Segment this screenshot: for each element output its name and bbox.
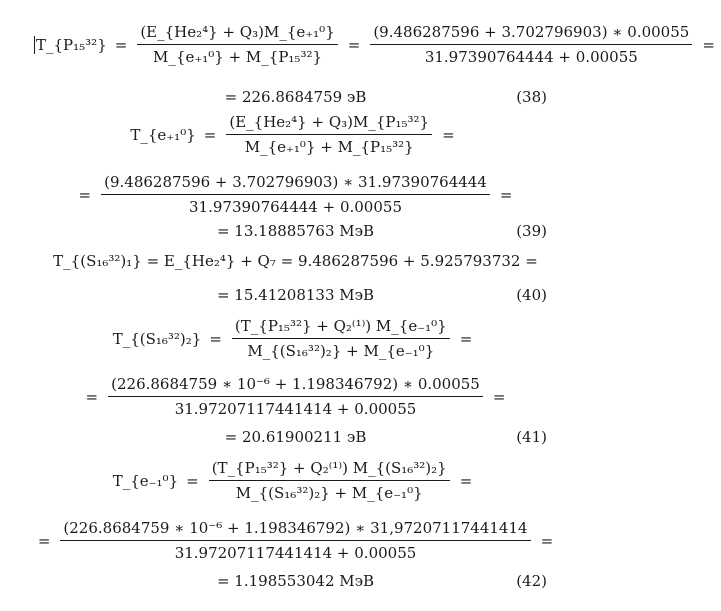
fraction-numerator: (T_{P₁₅³²} + Q₂⁽¹⁾) M_{e₋₁⁰} [232,316,450,339]
equation-41-line-2: = $\frac{\text{(226.8684759 ∗ 10⁻⁶ + 1.198346792) ∗ 0.00055}}{31.97207117441414 + 0.00055}$ = [85,375,506,418]
equation-lhs: T_{(S₁₆³²)₂} [112,329,202,348]
fraction-denominator: M_{e₊₁⁰} + M_{P₁₅³²} [153,48,323,66]
equation-40-line-1 [0,252,591,270]
equation-41-line-1: T_{(S₁₆³²)₂} = $\frac{\text{(T\_\{P₁₅³²\} + Q₂⁽¹⁾) M\_\{e₋₁⁰\}}}{\text{M\_\{(S₁₆³²)₂\} + M\_\{e₋₁⁰\}}}$ = [112,317,473,360]
fraction-numeric [60,518,530,563]
fraction-denominator: 31.97390764444 + 0.00055 [189,198,402,216]
text-cursor [34,36,35,54]
equation-lhs: T_{e₊₁⁰} [130,125,196,144]
fraction-denominator: 31.97207117441414 + 0.00055 [174,544,417,562]
fraction-numerator: (226.8684759 ∗ 10⁻⁶ + 1.198346792) ∗ 31,97207117441414 [60,518,530,541]
equation-number: (41) [516,428,547,446]
fraction-numerator: (9.486287596 + 3.702796903) ∗ 0.00055 [370,22,692,45]
equation-39-line-2: = $\frac{(9.486287596 + 3.702796903) ∗ 31.97390764444}{31.97390764444 + 0.00055}$ = [78,173,513,216]
equation-42-line-2: = $\frac{\text{(226.8684759 ∗ 10⁻⁶ + 1.198346792) ∗ 31,97207117441414}}{31.97207117441414 + 0.00055}$ = [37,519,554,562]
fraction-numeric [370,22,692,67]
equation-number: (38) [516,88,547,106]
equation-42-line-1: T_{e₋₁⁰} = $\frac{\text{(T\_\{P₁₅³²\} + Q₂⁽¹⁾) M\_\{(S₁₆³²)₂\}}}{\text{M\_\{(S₁₆³²)₂\} + M\_\{e₋₁⁰\}}}$ = [112,459,473,502]
fraction-symbolic [209,458,450,503]
fraction-numeric [101,172,490,217]
equation-41-result [0,428,591,446]
fraction-denominator: M_{e₊₁⁰} + M_{P₁₅³²} [244,138,414,156]
result-text: = 20.61900211 эВ [224,428,367,446]
fraction-symbolic [232,316,450,361]
fraction-numerator: (9.486287596 + 3.702796903) ∗ 31.97390764444 [101,172,490,195]
fraction-numerator: (226.8684759 ∗ 10⁻⁶ + 1.198346792) ∗ 0.00055 [108,374,483,397]
result-text: = 1.198553042 МэВ [216,572,375,590]
fraction-symbolic [137,22,337,67]
equals-sign: = [459,471,473,490]
fraction-numeric [108,374,483,419]
result-text: = 13.18885763 МэВ [216,222,375,240]
result-text: = 15.41208133 МэВ [216,286,375,304]
equation-40-result [0,286,591,304]
fraction-symbolic [226,112,432,157]
equation-number: (40) [516,286,547,304]
equation-number: (39) [516,222,547,240]
equation-lhs: T_{P₁₅³²} [36,35,107,54]
equation-39-result [0,222,591,240]
equals-sign: = [442,125,455,144]
fraction-numerator: (E_{He₂⁴} + Q₃)M_{e₊₁⁰} [137,22,337,45]
fraction-numerator: (T_{P₁₅³²} + Q₂⁽¹⁾) M_{(S₁₆³²)₂} [209,458,450,481]
fraction-numerator: (E_{He₂⁴} + Q₃)M_{P₁₅³²} [226,112,432,135]
equals-sign: = [499,185,513,204]
equation-38-result [0,88,591,106]
equation-39-line-1: T_{e₊₁⁰} = $\frac{\text{(E\_\{He₂⁴\} + Q₃)M\_\{P₁₅³²\}}}{\text{M\_\{e₊₁⁰\} + M\_\{P₁₅³²\}}}$ = [130,113,455,156]
equation-42-result [0,572,591,590]
equals-sign: = [540,531,554,550]
equals-sign: = [459,329,473,348]
equation-number: (42) [516,572,547,590]
equation-lhs: T_{e₋₁⁰} [112,471,179,490]
equation-text: T_{(S₁₆³²)₁} = E_{He₂⁴} + Q₇ = 9.486287596 + 5.925793732 = [53,252,538,270]
fraction-denominator: 31.97207117441414 + 0.00055 [174,400,417,418]
fraction-denominator: 31.97390764444 + 0.00055 [424,48,638,66]
fraction-denominator: M_{(S₁₆³²)₂} + M_{e₋₁⁰} [247,342,435,360]
equals-sign: = [492,387,506,406]
equation-38-line-1: T_{P₁₅³²} = $\frac{\text{(E\_\{He₂⁴\} + Q₃)M\_\{e₊₁⁰\}}}{\text{M\_\{e₊₁⁰\} + M\_\{P₁₅³²\}}}$ = $\frac{(9.486287596 + 3.702796903) ∗ 0.00055}{31.97390764444 + 0.00055}$ = [36,23,715,66]
fraction-denominator: M_{(S₁₆³²)₂} + M_{e₋₁⁰} [235,484,423,502]
equals-sign: = [702,35,715,54]
result-text: = 226.8684759 эВ [224,88,367,106]
